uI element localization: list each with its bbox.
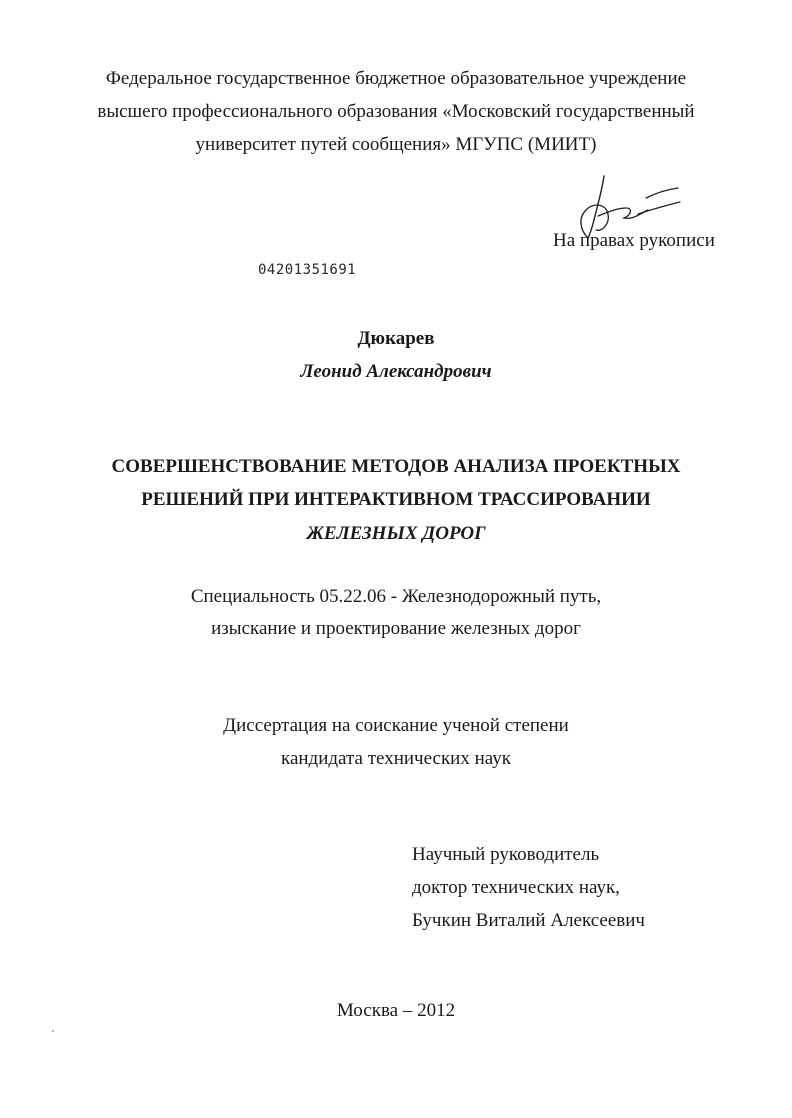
specialty-line-2: изыскание и проектирование железных дорог	[211, 618, 581, 639]
title-line-1: СОВЕРШЕНСТВОВАНИЕ МЕТОДОВ АНАЛИЗА ПРОЕКТНЫХ	[111, 456, 681, 477]
manuscript-note: На правах рукописи	[553, 230, 715, 251]
institution-line-3: университет путей сообщения» МГУПС (МИИТ)	[195, 134, 597, 155]
author-surname: Дюкарев	[357, 328, 435, 349]
supervisor-line-1: Научный руководитель	[412, 844, 600, 865]
institution-line-2: высшего профессионального образования «Московский государственный	[97, 101, 695, 122]
title-line-3: ЖЕЛЕЗНЫХ ДОРОГ	[306, 523, 486, 544]
archive-code: 04201351691	[258, 262, 357, 278]
supervisor-line-2: доктор технических наук,	[412, 877, 620, 898]
title-line-2: РЕШЕНИЙ ПРИ ИНТЕРАКТИВНОМ ТРАССИРОВАНИИ	[141, 489, 651, 510]
specialty-line-1: Специальность 05.22.06 - Железнодорожный путь,	[190, 586, 602, 607]
supervisor-line-3: Бучкин Виталий Алексеевич	[412, 910, 645, 931]
dissertation-line-2: кандидата технических наук	[281, 748, 511, 769]
author-name: Леонид Александрович	[300, 361, 492, 382]
city-year: Москва – 2012	[336, 1000, 456, 1021]
scan-speck	[52, 1030, 54, 1032]
institution-line-1: Федеральное государственное бюджетное образовательное учреждение	[105, 68, 687, 89]
dissertation-line-1: Диссертация на соискание ученой степени	[223, 715, 569, 736]
